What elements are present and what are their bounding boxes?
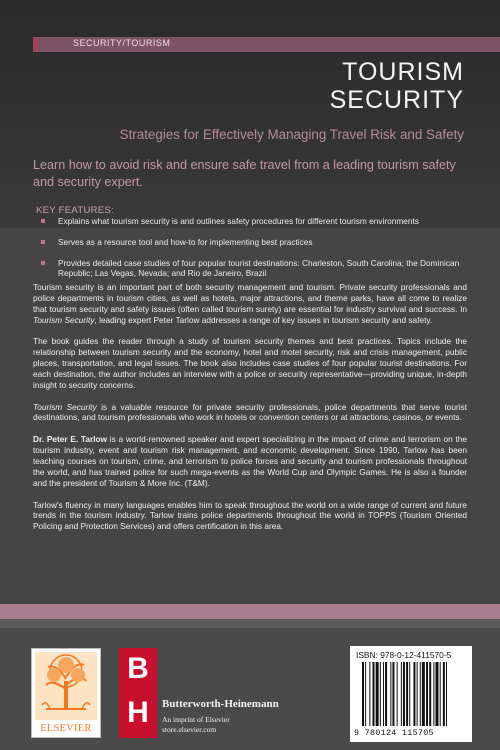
paragraph-text: , leading expert Peter Tarlow addresses a range of key issues in tourism security and safety. [94,314,433,325]
feature-text: Serves as a resource tool and how-to for implementing best practices [58,236,313,247]
elsevier-tree-icon [32,649,100,723]
book-title [330,58,464,114]
feature-item [40,258,480,280]
description-paragraph [33,402,467,424]
isbn-barcode [350,646,472,742]
butterworth-heinemann-logo [119,648,157,738]
intro-text: Learn how to avoid risk and ensure safe travel from a leading tourism safety and security expert. [33,158,456,189]
description-paragraph [33,336,467,390]
paragraph-text: Tarlow's fluency in many languages enables him to speak throughout the world on a wide range of current and future trends in the tourism industry. Tarlow trains police departments throughout the world in TOPPS (Tourism Oriented Policing and Protection Services) and offers certification in this area. [33,499,467,532]
feature-text: Provides detailed case studies of four popular tourist destinations: Charleston, South Carolina; the Dominican Republic; Las Vegas, Nevada; and Rio de Janeiro, Brazil [58,257,460,279]
barcode-digits: 9 780124 115705 [354,728,434,738]
category-label: SECURITY/TOURISM [73,38,171,48]
title-line-1: TOURISM [342,58,464,86]
author-bio-paragraph [33,434,467,488]
elsevier-logo [31,648,101,738]
paragraph-text: is a valuable resource for private security professionals, police departments that serve tourist destinations, and tourism professionals who work in hotels or convention centers or at attractions, casinos, or events. [33,401,468,423]
feature-item [40,237,480,248]
imprint-text: An imprint of Elsevier [162,715,230,724]
key-features-heading: KEY FEATURES: [36,205,114,216]
book-title-italic: Tourism Security [33,314,95,325]
book-title-italic: Tourism Security [33,401,97,412]
publisher-name: Butterworth-Heinemann [162,698,279,710]
description-body [33,282,467,543]
store-url: store.elsevier.com [162,725,217,734]
paragraph-text: The book guides the reader through a study of tourism security themes and best practices. Topics include the relationship between tourism security and the economy, hotel and motel security, risk and crisis management, public places, transportation, and legal issues. The book also includes case studies of four popular tourist destinations. For each destination, the author includes an interview with a police or security representative—providing unique, in-depth insight to security concerns. [33,336,467,390]
isbn-text: ISBN: 978-0-12-411570-5 [356,650,452,660]
author-name: Dr. Peter E. Tarlow [33,434,108,445]
description-paragraph [33,282,467,325]
paragraph-text: is a world-renowned speaker and expert specializing in the impact of crime and terrorism on the tourism industry, event and tourism risk management, and economic development. Since 1990, Tarlow has been teaching courses on tourism, crime, and terrorism to police forces and security and tourism professionals throughout the world, and has trained police for such mega-events as the World Cup and Olympic Games. He is also a founder and the president of Tourism & More Inc. (T&M). [33,434,467,488]
paragraph-text: Tourism security is an important part of both security management and tourism. Private security professionals and police departments in tourism cities, as well as hotels, major attractions, and theme parks, have all come to realize that tourism security and safety issues (often called tourism surety) are essential for industry survival and success. In [33,282,467,314]
category-tab-accent [33,37,38,52]
publisher-info [162,698,279,734]
feature-item [40,216,480,227]
key-features-list [40,216,480,289]
category-tab [33,37,500,52]
bh-letter-b: B [127,652,149,685]
book-subtitle: Strategies for Effectively Managing Travel Risk and Safety [119,127,464,142]
bh-letter-h: H [127,696,149,729]
footer-stripe-dark [0,619,500,628]
title-line-2: SECURITY [329,86,464,114]
feature-text: Explains what tourism security is and outlines safety procedures for different tourism environments [58,216,419,226]
elsevier-wordmark: ELSEVIER [40,723,92,734]
author-bio-paragraph [33,500,467,533]
bullet-square-icon [41,219,45,223]
header-band [0,0,500,228]
footer-stripe [0,604,500,619]
bullet-square-icon [41,240,45,244]
footer [0,628,500,750]
bullet-square-icon [41,261,45,265]
